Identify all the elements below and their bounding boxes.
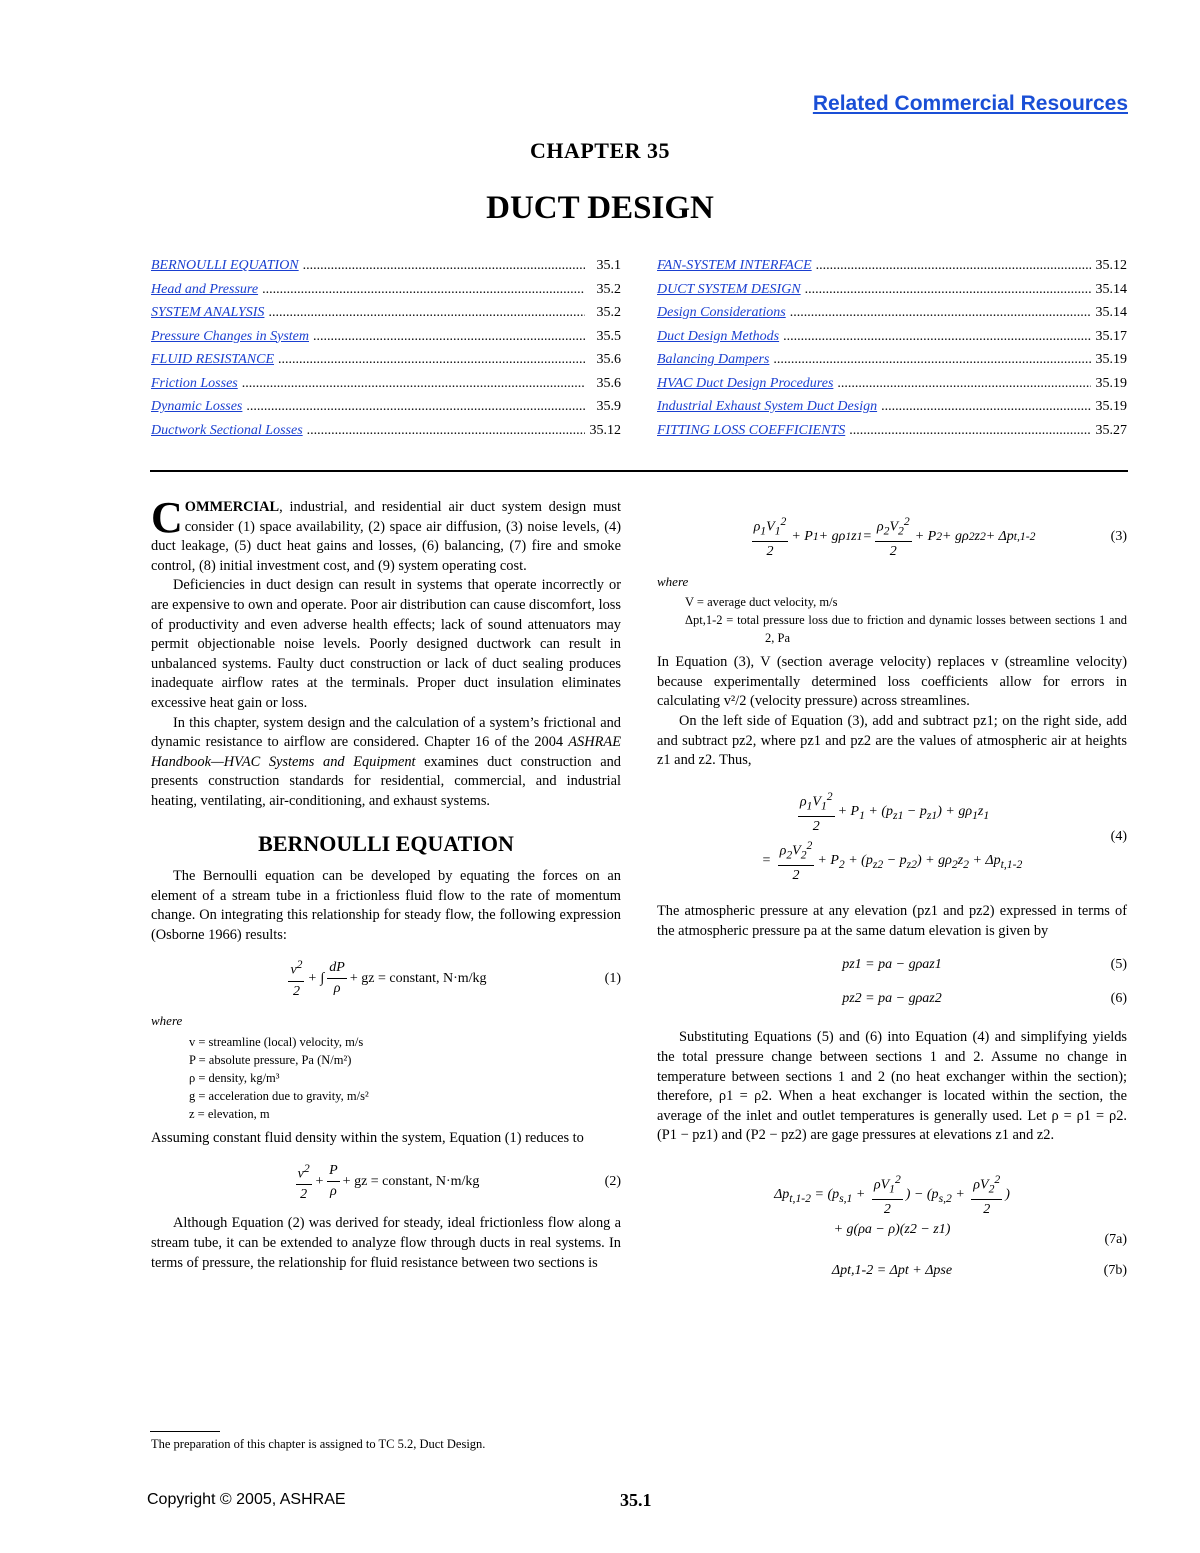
toc-leader (773, 352, 1091, 368)
toc-entry[interactable] (657, 258, 1127, 282)
toc-link[interactable]: FLUID RESISTANCE (151, 352, 275, 367)
toc-link[interactable]: Industrial Exhaust System Duct Design (657, 399, 878, 414)
toc-entry[interactable] (151, 376, 621, 400)
toc-entry[interactable] (151, 305, 621, 329)
toc-leader (816, 258, 1091, 274)
toc-entry[interactable] (657, 282, 1127, 306)
section-heading-bernoulli: BERNOULLI EQUATION (258, 830, 514, 856)
toc-page: 35.19 (1095, 399, 1127, 414)
paragraph-constant-density: Assuming constant fluid density within the system, Equation (1) reduces to (151, 1129, 584, 1146)
equation-5: pz1 = pa − gρaz1 (5) (842, 957, 1127, 973)
toc-entry[interactable] (151, 423, 621, 447)
toc-page: 35.17 (1095, 328, 1127, 344)
definitions-eq3 (685, 593, 1127, 647)
footnote-rule (150, 1431, 220, 1432)
toc-leader (303, 258, 585, 274)
paragraph-chapter-scope: In this chapter, system design and the calculation of a system’s frictional and dynamic resistance to airflow are considered. Chapter 16 of the 2004 ASHRAE Handbook—HVAC Systems and Equipment examines duct construction and presents construction standards for residential, commercial, and industrial heating, ventilating, air-conditioning, and exhaust systems. (151, 714, 621, 809)
toc-link[interactable]: Duct Design Methods (657, 328, 780, 344)
equation-6: pz2 = pa − gρaz2 (6) (842, 990, 1127, 1006)
toc-page: 35.6 (596, 352, 621, 367)
toc-page: 35.19 (1095, 375, 1127, 391)
toc-page: 35.6 (596, 375, 621, 391)
paragraph-real-systems: Although Equation (2) was derived for steady, ideal frictionless flow along a stream tube, it can be extended to analyze flow through ducts in real systems. In terms of pressure, the relationship for fluid resistance between two sections is (151, 1215, 621, 1271)
toc-page: 35.27 (1095, 422, 1127, 438)
toc-entry[interactable] (151, 352, 621, 376)
equation-2: $\frac{v^2}{2}$ + $\frac{P}{\rho}$ + gz = constant, N·m/kg (2) (151, 1159, 621, 1205)
related-resources-link[interactable]: Related Commercial Resources (812, 92, 1128, 115)
toc-link[interactable]: Head and Pressure (151, 281, 259, 297)
right-text-column: $\frac{\rho_1V_1^2}{2}$ + P 1 + gρ 1 z 1 = $\frac{\rho_2V_2^2}{2}$ + P 2 + gρ 2 z 2 + Δp t,1-2 (3) where V = average duct velocity, m/s Δpt,1-2 = total pressure loss due to friction and dynamic losses between sections 1 and 2, Pa In Equation (3), V (section average velocity) replaces v (streamline velocity) because experimentally determined loss coefficients allow for errors in calculating v²/2 (velocity pressure) across streamlines. On the left side of Equation (3), add and subtract pz1; on the right side, add and subtract pz2, where pz1 and pz2 are the values of atmospheric air at heights z1 and z2. Thus, $\frac{\rho_1V_1^2}{2}$ + $P_1 + (p_{z1} - p_{z1}) + g\rho_1z_1$ = $\frac{\rho_2V_2^2}{2}$ + $P_2 + (p_{z2} - p_{z2}) + g\rho_2z_2 + \Delta p_{t,1-2}$ (4) The atmospheric pressure at any elevation (pz1 and pz2) expressed in terms of the atmospheric pressure pa at the same datum elevation is given by pz1 = pa − gρaz1 (5) pz2 = pa − gρaz2 (6) Substituting Equations (5) and (6) into Equation (4) and simplifying yields the total pressure change between sections 1 and 2. Assume no change in temperature between sections 1 and 2 (no heat exchanger within the section); therefore, ρ1 = ρ2. When a heat exchanger is located within the section, the average of the inlet and outlet temperatures is generally used. Let ρ = ρ1 = ρ2. (P1 − pz1) and (P2 − pz2) are gage pressures at elevations z1 and z2. $\Delta p_{t,1-2} = (p_{s,1}$ + $\frac{\rho V_1^2}{2}$ ) − ($p_{s,2}$ + $\frac{\rho V_2^2}{2}$ ) + g(ρa − ρ)(z2 − z1) (7a) Δpt,1-2 = Δpt + Δpse (7b) (657, 498, 1127, 1291)
toc-page: 35.12 (589, 422, 621, 438)
toc-page: 35.14 (1095, 305, 1127, 320)
toc-leader (881, 399, 1091, 415)
toc-link[interactable]: DUCT SYSTEM DESIGN (657, 281, 801, 297)
toc-entry[interactable] (657, 305, 1127, 329)
toc-link[interactable]: BERNOULLI EQUATION (151, 258, 299, 273)
toc-leader (262, 282, 585, 298)
chapter-number: CHAPTER 35 (529, 138, 671, 163)
equation-3: $\frac{\rho_1V_1^2}{2}$ + P 1 + gρ 1 z 1 = $\frac{\rho_2V_2^2}{2}$ + P 2 + gρ 2 z 2 + Δp t,1-2 (3) (657, 512, 1127, 562)
toc-leader (783, 329, 1091, 345)
toc-entry[interactable] (657, 399, 1127, 423)
paragraph-average-velocity: In Equation (3), V (section average velocity) replaces v (streamline velocity) because experimentally determined loss coefficients allow for errors in calculating v²/2 (velocity pressure) across streamlines. (657, 654, 1127, 710)
toc-page: 35.2 (596, 281, 621, 297)
definition-item: g = acceleration due to gravity, m/s² (189, 1088, 369, 1103)
equation-4: $\frac{\rho_1V_1^2}{2}$ + $P_1 + (p_{z1} - p_{z1}) + g\rho_1z_1$ = $\frac{\rho_2V_2^2}{2}$ + $P_2 + (p_{z2} - p_{z2}) + g\rho_2z_2 + \Delta p_{t,1-2}$ (4) (657, 787, 1127, 886)
toc-link[interactable]: SYSTEM ANALYSIS (151, 305, 265, 320)
toc-entry[interactable] (151, 258, 621, 282)
definition-item: z = elevation, m (189, 1106, 270, 1121)
toc-leader (242, 376, 585, 392)
toc-link[interactable]: Ductwork Sectional Losses (151, 422, 303, 438)
toc-entry[interactable] (151, 282, 621, 306)
definition-item: P = absolute pressure, Pa (N/m²) (189, 1052, 352, 1067)
toc-page: 35.1 (596, 258, 621, 273)
paragraph-bernoulli: The Bernoulli equation can be developed by equating the forces on an element of a stream tube in a frictionless fluid flow to the rate of momentum change. On integrating this relationship for steady flow, the following expression (Osborne 1966) results: (151, 868, 621, 943)
equation-1: $\frac{v^2}{2}$ + ∫ $\frac{dP}{\rho}$ + gz = constant, N·m/kg (1) (151, 955, 621, 1001)
toc-leader (313, 329, 585, 345)
toc-link[interactable]: Dynamic Losses (151, 399, 243, 414)
toc-entry[interactable] (657, 329, 1127, 353)
toc-link[interactable]: FAN-SYSTEM INTERFACE (657, 258, 812, 273)
toc-entry[interactable] (151, 399, 621, 423)
paragraph-add-subtract: On the left side of Equation (3), add and subtract pz1; on the right side, add and subtract pz2, where pz1 and pz2 are the values of atmospheric air at heights z1 and z2. Thus, (657, 713, 1127, 769)
toc-page: 35.2 (596, 305, 621, 320)
header-divider (150, 470, 1128, 472)
toc-entry[interactable] (657, 376, 1127, 400)
definition-item: Δpt,1-2 = total pressure loss due to friction and dynamic losses between sections 1 and 2, Pa (685, 613, 1127, 646)
toc-entry[interactable] (657, 352, 1127, 376)
equation-7a: $\Delta p_{t,1-2} = (p_{s,1}$ + $\frac{\rho V_1^2}{2}$ ) − ($p_{s,2}$ + $\frac{\rho V_2^2}{2}$ ) + g(ρa − ρ)(z2 − z1) (7a) (657, 1170, 1127, 1239)
toc-leader (805, 282, 1091, 298)
toc-page: 35.14 (1095, 281, 1127, 297)
definition-item: ρ = density, kg/m³ (189, 1070, 280, 1085)
page-number: 35.1 (620, 1490, 652, 1510)
toc-leader (307, 423, 585, 439)
toc-leader (268, 305, 585, 321)
toc-leader (790, 305, 1091, 321)
toc-page: 35.5 (596, 328, 621, 344)
definition-item: v = streamline (local) velocity, m/s (189, 1034, 364, 1049)
toc-page: 35.9 (596, 399, 621, 414)
toc-link[interactable]: Pressure Changes in System (151, 328, 309, 344)
toc-entry[interactable] (151, 329, 621, 353)
toc-leader (837, 376, 1091, 392)
intro-paragraph: COMMERCIAL, industrial, and residential air duct system design must consider (1) space availability, (2) space air diffusion, (3) noise levels, (4) duct leakage, (5) duct heat gains and losses, (6) balancing, (7) fire and smoke control, (8) initial investment cost, and (9) system operating cost. (151, 493, 621, 574)
toc-entry[interactable] (657, 423, 1127, 447)
toc-link[interactable]: Design Considerations (657, 305, 786, 320)
toc-link[interactable]: HVAC Duct Design Procedures (657, 375, 834, 391)
toc-leader (246, 399, 585, 415)
left-text-column: COMMERCIAL, industrial, and residential air duct system design must consider (1) space availability, (2) space air diffusion, (3) noise levels, (4) duct leakage, (5) duct heat gains and losses, (6) balancing, (7) fire and smoke control, (8) initial investment cost, and (9) system operating cost. Deficiencies in duct design can result in systems that operate incorrectly or are expensive to own and operate. Poor air distribution can cause discomfort, loss of productivity and even adverse health effects; lack of sound attenuators may permit objectionable noise levels. Poorly designed ductwork can result in unbalanced systems. Faulty duct construction or lack of duct sealing produces inadequate airflow rates at the terminals. Proper duct insulation eliminates excessive heat gain or loss. In this chapter, system design and the calculation of a system’s frictional and dynamic resistance to airflow are considered. Chapter 16 of the 2004 ASHRAE Handbook—HVAC Systems and Equipment examines duct construction and presents construction standards for residential, commercial, and industrial heating, ventilating, air-conditioning, and exhaust systems. BERNOULLI EQUATION The Bernoulli equation can be developed by equating the forces on an element of a stream tube in a frictionless fluid flow to the rate of momentum change. On integrating this relationship for steady flow, the following expression (Osborne 1966) results: $\frac{v^2}{2}$ + ∫ $\frac{dP}{\rho}$ + gz = constant, N·m/kg (1) where v = streamline (local) velocity, m/s P = absolute pressure, Pa (N/m²) ρ = density, kg/m³ g = acceleration due to gravity, m/s² z = elevation, m Assuming constant fluid density within the system, Equation (1) reduces to $\frac{v^2}{2}$ + $\frac{P}{\rho}$ + gz = constant, N·m/kg (2) Although Equation (2) was derived for steady, ideal frictionless flow along a stream tube, it can be extended to analyze flow through ducts in real systems. In terms of pressure, the relationship for fluid resistance between two sections is (151, 498, 621, 1273)
equation-7b: Δpt,1-2 = Δpt + Δpse (7b) (831, 1263, 1127, 1279)
paragraph-substituting: Substituting Equations (5) and (6) into Equation (4) and simplifying yields the total pressure change between sections 1 and 2. Assume no change in temperature between sections 1 and 2 (no heat exchanger within the section); therefore, ρ1 = ρ2. When a heat exchanger is located within the section, the average of the inlet and outlet temperatures is generally used. Let ρ = ρ1 = ρ2. (P1 − pz1) and (P2 − pz2) are gage pressures at elevations z1 and z2. (657, 1029, 1127, 1144)
paragraph-deficiencies: Deficiencies in duct design can result in systems that operate incorrectly or are expensive to own and operate. Poor air distribution can cause discomfort, loss of productivity and even adverse health effects; lack of sound attenuators may permit objectionable noise levels. Poorly designed ductwork can result in unbalanced systems. Faulty duct construction or lack of duct sealing produces inadequate airflow rates at the terminals. Proper duct insulation eliminates excessive heat gain or loss. (151, 577, 621, 711)
toc-right-column (657, 258, 1127, 446)
chapter-title: DUCT DESIGN (486, 190, 714, 226)
toc-leader (849, 423, 1091, 439)
toc-link[interactable]: Balancing Dampers (657, 352, 770, 367)
toc-link[interactable]: FITTING LOSS COEFFICIENTS (657, 422, 846, 438)
toc-left-column (151, 258, 621, 446)
footnote: The preparation of this chapter is assigned to TC 5.2, Duct Design. (151, 1437, 486, 1451)
definition-item: V = average duct velocity, m/s (685, 595, 838, 610)
toc-page: 35.19 (1095, 352, 1127, 367)
paragraph-atmospheric: The atmospheric pressure at any elevation (pz1 and pz2) expressed in terms of the atmospheric pressure pa at the same datum elevation is given by (657, 903, 1127, 939)
drop-cap: C (151, 493, 183, 542)
copyright: Copyright © 2005, ASHRAE (147, 1491, 346, 1508)
toc-link[interactable]: Friction Losses (151, 375, 238, 391)
toc-page: 35.12 (1095, 258, 1127, 273)
definitions-eq1 (189, 1033, 621, 1123)
toc-leader (278, 352, 585, 368)
